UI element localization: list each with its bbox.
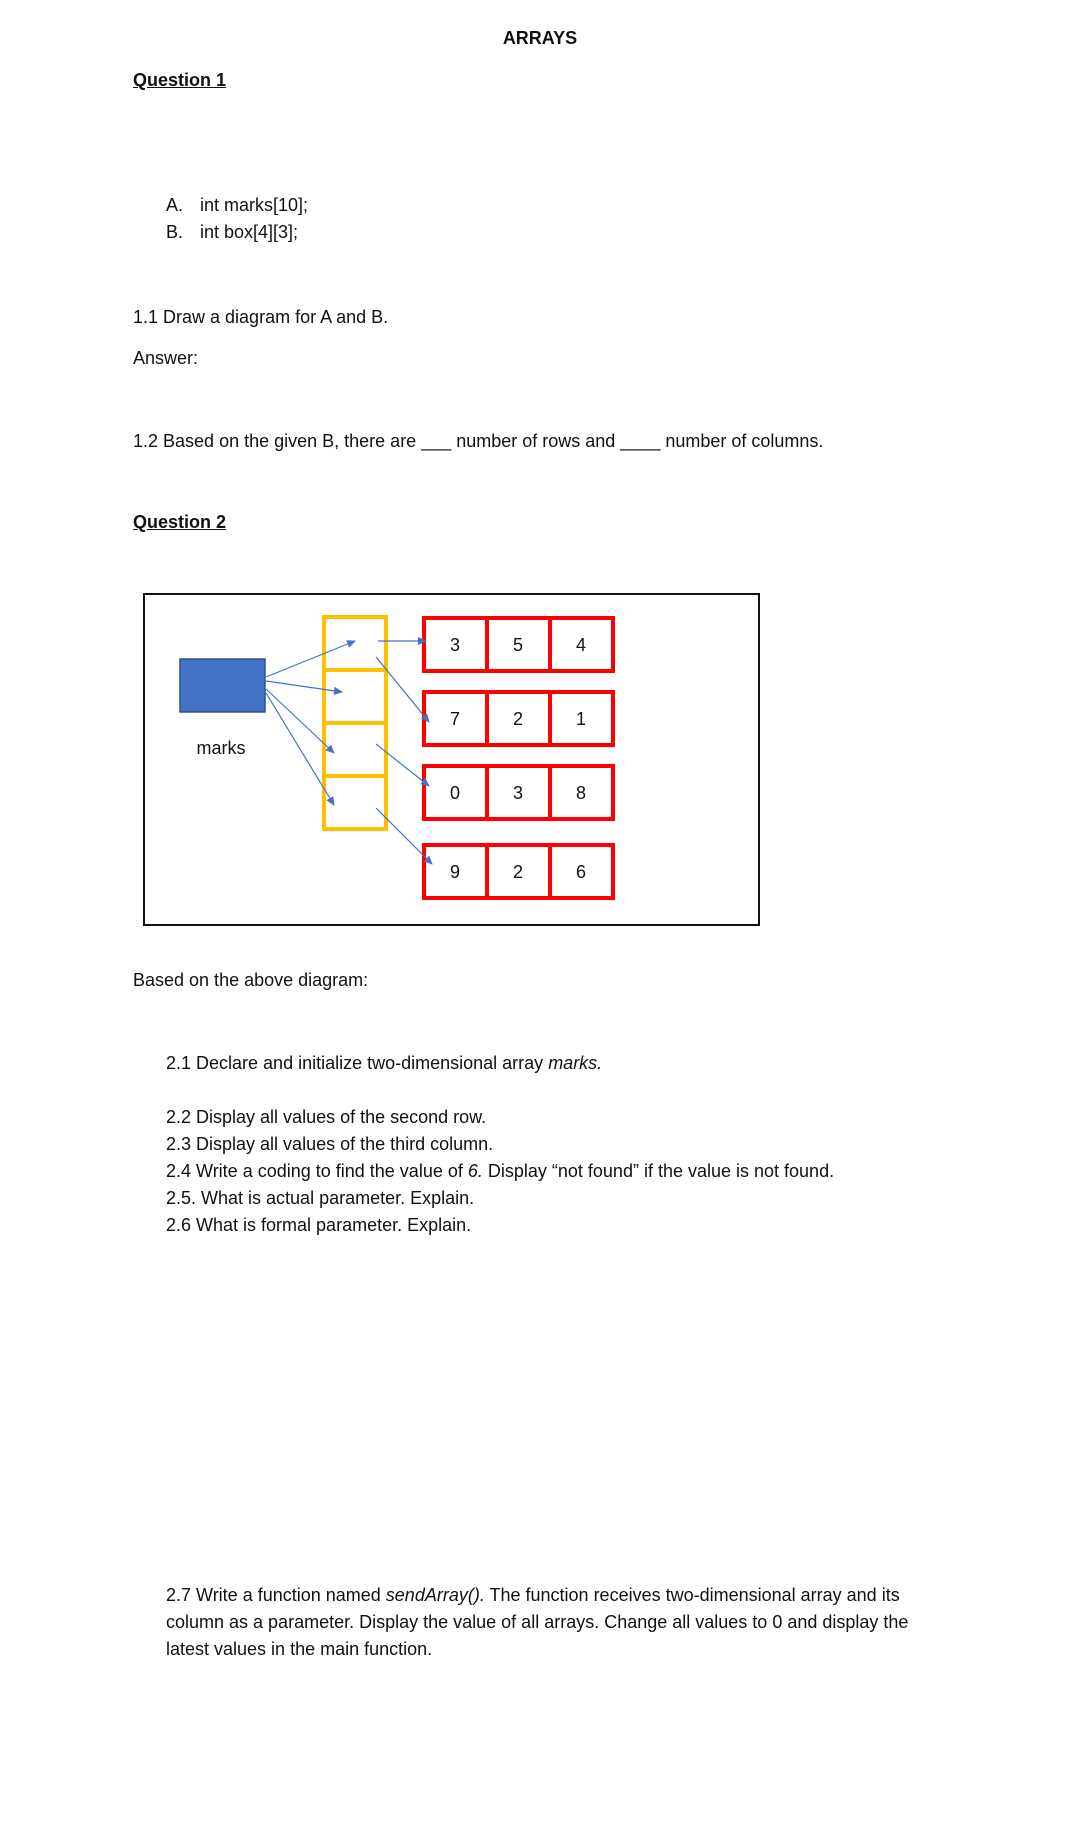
question-2-7-line-1 [166,1582,900,1608]
row-1-value-1: 2 [512,709,524,729]
question-2-1 [166,1052,602,1074]
row-0-value-2: 4 [575,635,587,655]
row-1-value-0: 7 [449,709,461,729]
index-cell-0 [324,617,386,670]
question-1-1: 1.1 Draw a diagram for A and B. [133,307,389,327]
question-2-2: 2.2 Display all values of the second row. [166,1107,487,1127]
question-2-1-emphasis: marks. [548,1053,603,1073]
index-cell-3 [324,776,386,829]
row-1 [424,692,613,745]
option-a-text: int marks[10]; [200,195,309,215]
index-cell-2 [324,723,386,776]
question-2-intro: Based on the above diagram: [133,970,369,990]
option-a-letter: A. [166,195,184,215]
row-2-value-2: 8 [575,783,587,803]
question-2-4-text: 2.4 Write a coding to find the value of [166,1161,468,1181]
row-3-value-0: 9 [449,862,461,882]
row-0-value-0: 3 [449,635,461,655]
row-1-value-2: 1 [575,709,587,729]
row-2 [424,766,613,819]
question-2-7-line-3: latest values in the main function. [166,1639,433,1659]
question-2-1-text: 2.1 Declare and initialize two-dimensional array [166,1053,549,1073]
question-2-3: 2.3 Display all values of the third column. [166,1134,494,1154]
question-2-6: 2.6 What is formal parameter. Explain. [166,1215,472,1235]
question-2-4-suffix: Display “not found” if the value is not found. [482,1161,835,1181]
option-b-letter: B. [166,222,184,242]
option-b [166,222,298,243]
option-a [166,195,308,216]
question-2-7-emphasis: sendArray(). [385,1585,485,1605]
row-3 [424,845,613,898]
question-2-7-text: 2.7 Write a function named [166,1585,386,1605]
answer-label: Answer: [133,348,199,368]
question-2-5: 2.5. What is actual parameter. Explain. [166,1188,475,1208]
question-2-4 [166,1160,834,1182]
row-3-value-2: 6 [575,862,587,882]
question-2-7-line-2: column as a parameter. Display the value of all arrays. Change all values to 0 and display the [166,1612,909,1632]
arrow-index-2-to-row-2 [376,744,429,786]
row-2-value-0: 0 [449,783,461,803]
option-b-text: int box[4][3]; [200,222,299,242]
row-3-value-1: 2 [512,862,524,882]
question-2-heading: Question 2 [133,512,227,532]
pointer-label: marks [196,738,246,758]
question-1-2: 1.2 Based on the given B, there are ___ number of rows and ____ number of columns. [133,431,824,451]
page-title: ARRAYS [502,28,578,48]
row-0 [424,618,613,671]
question-1-heading: Question 1 [133,70,227,90]
question-2-4-emphasis: 6. [467,1161,483,1181]
index-column [324,617,386,829]
pointer-block [180,659,265,712]
row-0-value-1: 5 [512,635,524,655]
index-cell-1 [324,670,386,723]
arrow-index-0-to-row-1 [376,657,429,722]
row-2-value-1: 3 [512,783,524,803]
question-2-7-line-1-suffix: The function receives two-dimensional array and its [484,1585,900,1605]
array-diagram [143,593,760,926]
arrow-pointer-to-index-1 [266,681,342,692]
